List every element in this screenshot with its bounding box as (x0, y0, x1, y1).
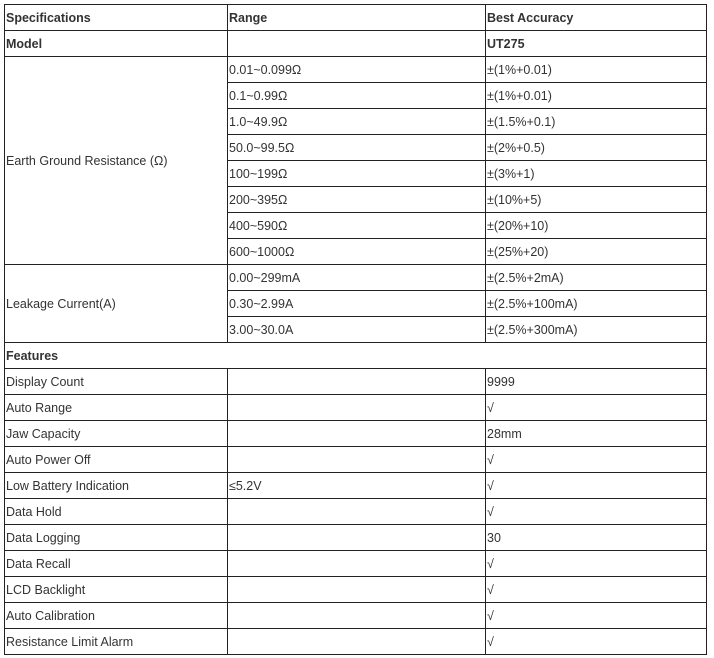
feature-row (5, 499, 707, 525)
feature-name: Display Count (5, 369, 228, 395)
feature-range (228, 577, 486, 603)
earth-ground-range: 50.0~99.5Ω (228, 135, 486, 161)
earth-ground-accuracy: ±(2%+0.5) (486, 135, 707, 161)
feature-range (228, 369, 486, 395)
feature-row (5, 603, 707, 629)
feature-name: Resistance Limit Alarm (5, 629, 228, 655)
earth-ground-accuracy: ±(1.5%+0.1) (486, 109, 707, 135)
leakage-current-accuracy: ±(2.5%+2mA) (486, 265, 707, 291)
feature-row (5, 395, 707, 421)
feature-row (5, 525, 707, 551)
specifications-table (4, 4, 707, 655)
feature-name: Jaw Capacity (5, 421, 228, 447)
feature-name: Data Recall (5, 551, 228, 577)
leakage-current-range: 0.30~2.99A (228, 291, 486, 317)
feature-name: Auto Calibration (5, 603, 228, 629)
feature-value: 28mm (486, 421, 707, 447)
model-range (228, 31, 486, 57)
feature-value: √ (486, 551, 707, 577)
feature-row (5, 577, 707, 603)
feature-value: √ (486, 473, 707, 499)
earth-ground-range: 400~590Ω (228, 213, 486, 239)
feature-value: √ (486, 603, 707, 629)
features-section-row (5, 343, 707, 369)
feature-value: 9999 (486, 369, 707, 395)
earth-ground-accuracy: ±(25%+20) (486, 239, 707, 265)
leakage-current-accuracy: ±(2.5%+300mA) (486, 317, 707, 343)
header-specifications: Specifications (5, 5, 228, 31)
feature-range: ≤5.2V (228, 473, 486, 499)
feature-range (228, 551, 486, 577)
feature-name: Low Battery Indication (5, 473, 228, 499)
feature-range (228, 525, 486, 551)
feature-row (5, 447, 707, 473)
leakage-current-row (5, 265, 707, 291)
feature-name: Data Logging (5, 525, 228, 551)
earth-ground-label: Earth Ground Resistance (Ω) (5, 57, 228, 265)
feature-value: √ (486, 577, 707, 603)
header-best-accuracy: Best Accuracy (486, 5, 707, 31)
features-heading: Features (5, 343, 707, 369)
feature-name: Auto Range (5, 395, 228, 421)
feature-row (5, 473, 707, 499)
feature-range (228, 421, 486, 447)
feature-name: Data Hold (5, 499, 228, 525)
earth-ground-accuracy: ±(3%+1) (486, 161, 707, 187)
header-row (5, 5, 707, 31)
earth-ground-accuracy: ±(10%+5) (486, 187, 707, 213)
feature-row (5, 369, 707, 395)
feature-range (228, 499, 486, 525)
feature-value: 30 (486, 525, 707, 551)
feature-name: Auto Power Off (5, 447, 228, 473)
feature-name: LCD Backlight (5, 577, 228, 603)
model-row (5, 31, 707, 57)
earth-ground-range: 600~1000Ω (228, 239, 486, 265)
model-value: UT275 (486, 31, 707, 57)
earth-ground-range: 100~199Ω (228, 161, 486, 187)
leakage-current-label: Leakage Current(A) (5, 265, 228, 343)
earth-ground-range: 200~395Ω (228, 187, 486, 213)
earth-ground-accuracy: ±(1%+0.01) (486, 57, 707, 83)
earth-ground-range: 0.1~0.99Ω (228, 83, 486, 109)
feature-range (228, 629, 486, 655)
feature-row (5, 551, 707, 577)
leakage-current-range: 3.00~30.0A (228, 317, 486, 343)
earth-ground-range: 1.0~49.9Ω (228, 109, 486, 135)
leakage-current-accuracy: ±(2.5%+100mA) (486, 291, 707, 317)
feature-value: √ (486, 395, 707, 421)
feature-row (5, 421, 707, 447)
feature-range (228, 603, 486, 629)
header-range: Range (228, 5, 486, 31)
feature-value: √ (486, 447, 707, 473)
earth-ground-row (5, 57, 707, 83)
feature-value: √ (486, 499, 707, 525)
feature-row (5, 629, 707, 655)
earth-ground-accuracy: ±(20%+10) (486, 213, 707, 239)
feature-range (228, 447, 486, 473)
leakage-current-range: 0.00~299mA (228, 265, 486, 291)
feature-value: √ (486, 629, 707, 655)
earth-ground-range: 0.01~0.099Ω (228, 57, 486, 83)
feature-range (228, 395, 486, 421)
earth-ground-accuracy: ±(1%+0.01) (486, 83, 707, 109)
model-label: Model (5, 31, 228, 57)
